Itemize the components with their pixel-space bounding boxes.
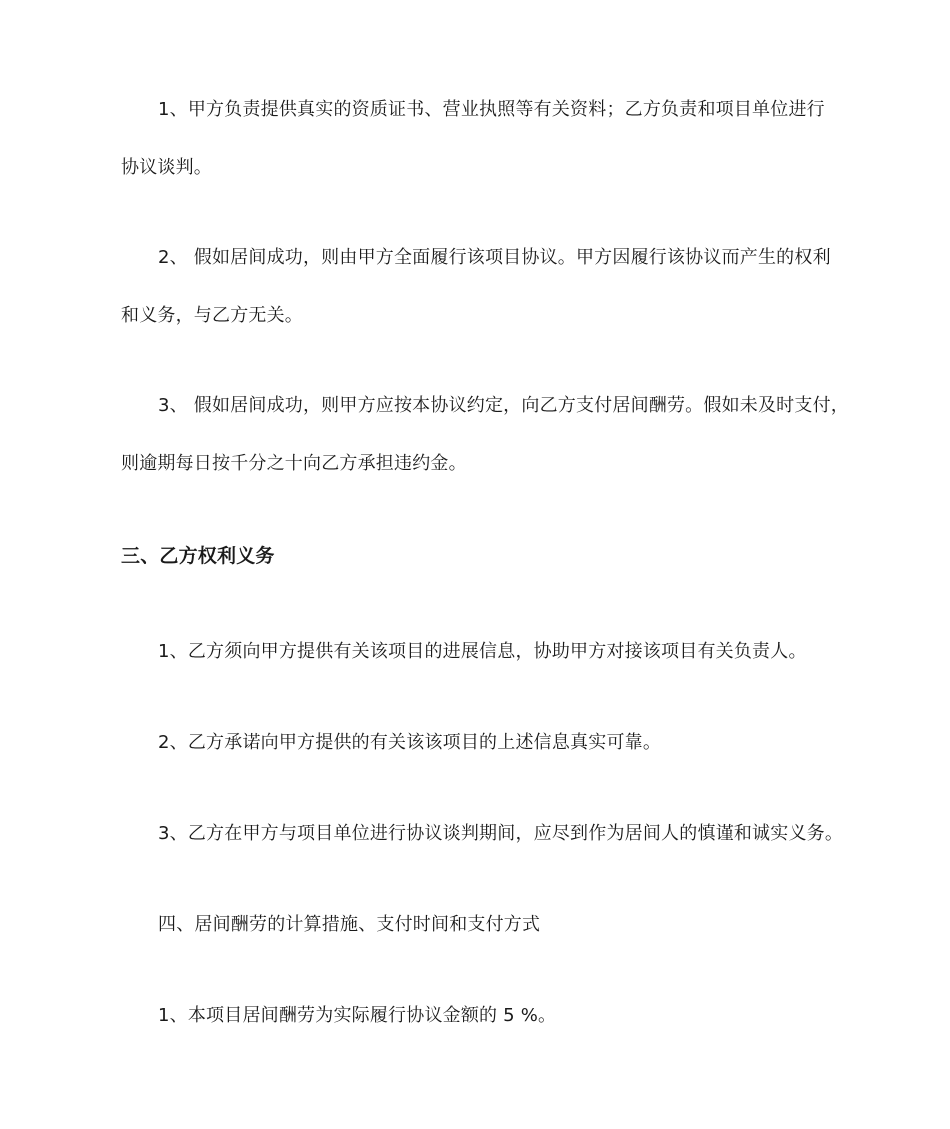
party-b-item-3: 3、乙方在甲方与项目单位进行协议谈判期间，应尽到作为居间人的慎谨和诚实义务。 xyxy=(158,823,844,844)
party-a-item-1-line-1: 1、甲方负责提供真实的资质证书、营业执照等有关资料；乙方负责和项目单位进行 xyxy=(158,99,825,120)
section-3-heading: 三、乙方权利义务 xyxy=(121,545,275,567)
party-a-item-2-line-1: 2、 假如居间成功，则由甲方全面履行该项目协议。甲方因履行该协议而产生的权利 xyxy=(158,247,831,268)
party-b-item-1: 1、乙方须向甲方提供有关该项目的进展信息，协助甲方对接该项目有关负责人。 xyxy=(158,641,807,662)
party-a-item-3-line-2: 则逾期每日按千分之十向乙方承担违约金。 xyxy=(121,453,467,474)
fee-item-1: 1、本项目居间酬劳为实际履行协议金额的 5 %。 xyxy=(158,1005,557,1026)
party-a-item-3-line-1: 3、 假如居间成功，则甲方应按本协议约定，向乙方支付居间酬劳。假如未及时支付， xyxy=(158,395,849,416)
party-b-item-2: 2、乙方承诺向甲方提供的有关该该项目的上述信息真实可靠。 xyxy=(158,732,662,753)
section-4-heading: 四、居间酬劳的计算措施、支付时间和支付方式 xyxy=(158,914,541,935)
party-a-item-1-line-2: 协议谈判。 xyxy=(121,157,212,178)
party-a-item-2-line-2: 和义务，与乙方无关。 xyxy=(121,305,303,326)
